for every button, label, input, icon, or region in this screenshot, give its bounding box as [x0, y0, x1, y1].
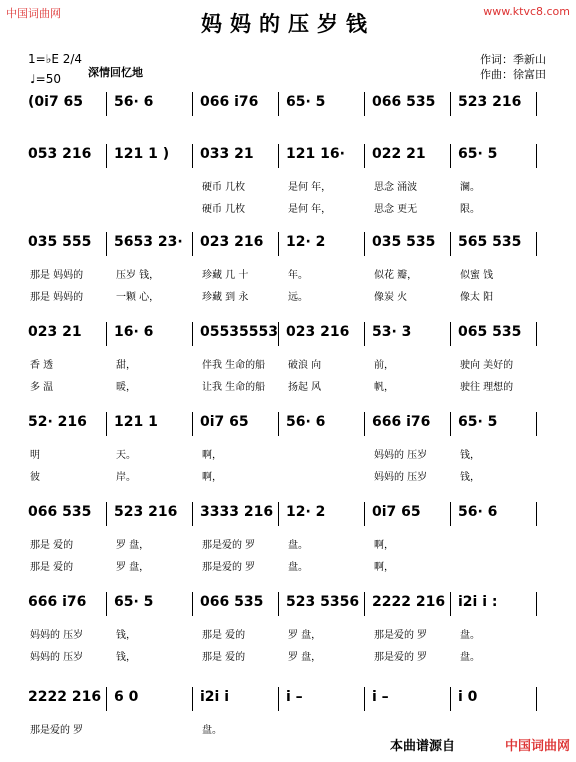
measure-notes: 565 535: [458, 234, 522, 250]
lyric-text: 啊，: [374, 540, 394, 551]
lyric-text: 那是爱的 罗: [374, 630, 428, 641]
lyric-text: 彼: [30, 472, 40, 483]
barline: [192, 92, 193, 116]
footer-site-name: 中国词曲网: [504, 739, 570, 754]
barline: [192, 502, 193, 526]
lyric-text: 明: [30, 450, 40, 461]
lyric-text: 盘。: [288, 562, 308, 573]
watermark-left: 中国词曲网: [6, 7, 61, 20]
lyric-text: 珍藏 到 永: [202, 292, 249, 303]
barline: [364, 232, 365, 256]
measure-notes: 035 555: [28, 234, 92, 250]
measure-notes: i 0: [458, 689, 478, 705]
lyric-text: 是何 年，: [288, 182, 332, 193]
lyric-text: 思念 涌波: [374, 182, 418, 193]
lyric-text: 硬币 几枚: [202, 182, 246, 193]
barline: [278, 592, 279, 616]
measure-notes: 5653 23·: [114, 234, 183, 250]
barline: [536, 92, 537, 116]
measure-notes: 033 21: [200, 146, 254, 162]
measure-notes: 56· 6: [458, 504, 498, 520]
measure-notes: 52· 216: [28, 414, 87, 430]
measure-notes: 6 0: [114, 689, 139, 705]
lyric-text: 驶往 理想的: [460, 382, 514, 393]
measure-notes: 022 21: [372, 146, 426, 162]
barline: [450, 687, 451, 711]
footer-source-label: 本曲谱源自: [390, 739, 456, 754]
measure-notes: 65· 5: [458, 414, 498, 430]
barline: [536, 412, 537, 436]
lyric-text: 那是爱的 罗: [374, 652, 428, 663]
barline: [278, 412, 279, 436]
lyric-text: 澜。: [460, 182, 480, 193]
measure-notes: 035 535: [372, 234, 436, 250]
lyric-text: 罗 盘，: [288, 630, 322, 641]
barline: [106, 687, 107, 711]
barline: [536, 322, 537, 346]
barline: [536, 502, 537, 526]
measure-notes: 066 535: [200, 594, 264, 610]
measure-notes: i –: [372, 689, 389, 705]
lyric-text: 妈妈的 压岁: [374, 472, 428, 483]
lyric-text: 珍藏 几 十: [202, 270, 249, 281]
lyric-text: 那是爱的 罗: [30, 725, 84, 736]
barline: [192, 322, 193, 346]
barline: [192, 232, 193, 256]
barline: [364, 144, 365, 168]
lyric-text: 压岁 钱，: [116, 270, 160, 281]
credits: [480, 52, 546, 82]
lyric-text: 远。: [288, 292, 308, 303]
lyric-text: 似蜜 饯: [460, 270, 494, 281]
lyric-text: 像炭 火: [374, 292, 408, 303]
lyricist: 作词：季新山: [480, 53, 546, 66]
measure-notes: 666 i76: [28, 594, 87, 610]
measure-notes: i2i i :: [458, 594, 498, 610]
lyric-text: 那是 爱的: [202, 652, 246, 663]
measure-notes: 65· 5: [286, 94, 326, 110]
measure-notes: 523 216: [114, 504, 178, 520]
measure-notes: (0i7 65: [28, 94, 84, 110]
barline: [192, 687, 193, 711]
lyric-text: 钱，: [460, 472, 480, 483]
measure-notes: 2222 216: [28, 689, 102, 705]
barline: [106, 412, 107, 436]
lyric-text: 限。: [460, 204, 480, 215]
lyric-text: 妈妈的 压岁: [374, 450, 428, 461]
barline: [106, 592, 107, 616]
barline: [364, 412, 365, 436]
measure-notes: 65· 5: [458, 146, 498, 162]
song-title: 妈妈的压岁钱: [201, 12, 375, 36]
measure-notes: 12· 2: [286, 504, 326, 520]
measure-notes: 121 1: [114, 414, 158, 430]
measure-notes: 053 216: [28, 146, 92, 162]
watermark-right: www.ktvc8.com: [483, 5, 570, 18]
barline: [364, 322, 365, 346]
measure-notes: i2i i: [200, 689, 230, 705]
measure-notes: 066 535: [372, 94, 436, 110]
barline: [536, 232, 537, 256]
lyric-text: 前，: [374, 360, 394, 371]
lyric-text: 钱，: [116, 652, 136, 663]
barline: [278, 144, 279, 168]
barline: [278, 322, 279, 346]
barline: [450, 502, 451, 526]
lyric-text: 妈妈的 压岁: [30, 652, 84, 663]
lyric-text: 钱，: [116, 630, 136, 641]
barline: [450, 592, 451, 616]
measure-notes: 023 21: [28, 324, 82, 340]
lyric-text: 香 透: [30, 360, 54, 371]
measure-notes: 2222 216: [372, 594, 446, 610]
lyric-text: 似花 瓣，: [374, 270, 418, 281]
measure-notes: 53· 3: [372, 324, 412, 340]
lyric-text: 啊，: [374, 562, 394, 573]
barline: [106, 232, 107, 256]
measure-notes: 3333 216: [200, 504, 274, 520]
tempo-marking: ♩=50: [30, 72, 61, 86]
lyric-text: 那是 爱的: [30, 562, 74, 573]
measure-notes: 56· 6: [286, 414, 326, 430]
barline: [278, 502, 279, 526]
lyric-text: 盘。: [202, 725, 222, 736]
measure-notes: 16· 6: [114, 324, 154, 340]
lyric-text: 是何 年，: [288, 204, 332, 215]
lyric-text: 一颗 心，: [116, 292, 160, 303]
measure-notes: 065 535: [458, 324, 522, 340]
lyric-text: 盘。: [460, 652, 480, 663]
barline: [536, 144, 537, 168]
barline: [450, 322, 451, 346]
lyric-text: 啊，: [202, 450, 222, 461]
barline: [450, 232, 451, 256]
measure-notes: 066 535: [28, 504, 92, 520]
measure-notes: 066 i76: [200, 94, 259, 110]
barline: [192, 144, 193, 168]
key-signature: 1=♭E 2/4: [28, 52, 83, 66]
lyric-text: 伴我 生命的船: [202, 360, 266, 371]
lyric-text: 年。: [288, 270, 308, 281]
lyric-text: 那是 爱的: [202, 630, 246, 641]
measure-notes: 56· 6: [114, 94, 154, 110]
lyric-text: 让我 生命的船: [202, 382, 266, 393]
measure-notes: 12· 2: [286, 234, 326, 250]
lyric-text: 帆，: [374, 382, 394, 393]
lyric-text: 钱，: [460, 450, 480, 461]
lyric-text: 驶向 美好的: [460, 360, 514, 371]
lyric-text: 像太 阳: [460, 292, 494, 303]
lyric-text: 思念 更无: [374, 204, 418, 215]
measure-notes: 121 1 ): [114, 146, 170, 162]
measure-notes: 666 i76: [372, 414, 431, 430]
measure-notes: 65· 5: [114, 594, 154, 610]
barline: [106, 144, 107, 168]
lyric-text: 盘。: [460, 630, 480, 641]
measure-notes: 0i7 65: [372, 504, 421, 520]
lyric-text: 岸。: [116, 472, 136, 483]
measure-notes: 523 5356: [286, 594, 360, 610]
barline: [364, 687, 365, 711]
lyric-text: 多 温: [30, 382, 54, 393]
lyric-text: 硬币 几枚: [202, 204, 246, 215]
measure-notes: 023 216: [200, 234, 264, 250]
lyric-text: 盘。: [288, 540, 308, 551]
barline: [278, 92, 279, 116]
lyric-text: 罗 盘，: [116, 562, 150, 573]
barline: [364, 92, 365, 116]
composer: 作曲：徐富田: [480, 68, 546, 81]
barline: [106, 92, 107, 116]
barline: [450, 92, 451, 116]
barline: [278, 232, 279, 256]
barline: [106, 322, 107, 346]
barline: [106, 502, 107, 526]
lyric-text: 罗 盘，: [116, 540, 150, 551]
barline: [364, 592, 365, 616]
barline: [536, 592, 537, 616]
lyric-text: 破浪 向: [288, 360, 322, 371]
barline: [364, 502, 365, 526]
lyric-text: 妈妈的 压岁: [30, 630, 84, 641]
lyric-text: 啊，: [202, 472, 222, 483]
measure-notes: 121 16·: [286, 146, 345, 162]
lyric-text: 那是 妈妈的: [30, 292, 84, 303]
measure-notes: 0i7 65: [200, 414, 249, 430]
lyric-text: 罗 盘，: [288, 652, 322, 663]
lyric-text: 暖，: [116, 382, 136, 393]
barline: [536, 687, 537, 711]
measure-notes: 023 216: [286, 324, 350, 340]
measure-notes: i –: [286, 689, 303, 705]
barline: [278, 687, 279, 711]
barline: [192, 592, 193, 616]
lyric-text: 那是 爱的: [30, 540, 74, 551]
lyric-text: 那是 妈妈的: [30, 270, 84, 281]
barline: [450, 412, 451, 436]
measure-notes: 523 216: [458, 94, 522, 110]
barline: [450, 144, 451, 168]
lyric-text: 那是爱的 罗: [202, 540, 256, 551]
measure-notes: 05535553: [200, 324, 278, 340]
lyric-text: 那是爱的 罗: [202, 562, 256, 573]
lyric-text: 甜，: [116, 360, 136, 371]
barline: [192, 412, 193, 436]
lyric-text: 扬起 风: [288, 382, 322, 393]
lyric-text: 天。: [116, 450, 136, 461]
expression-marking: 深情回忆地: [88, 66, 143, 79]
